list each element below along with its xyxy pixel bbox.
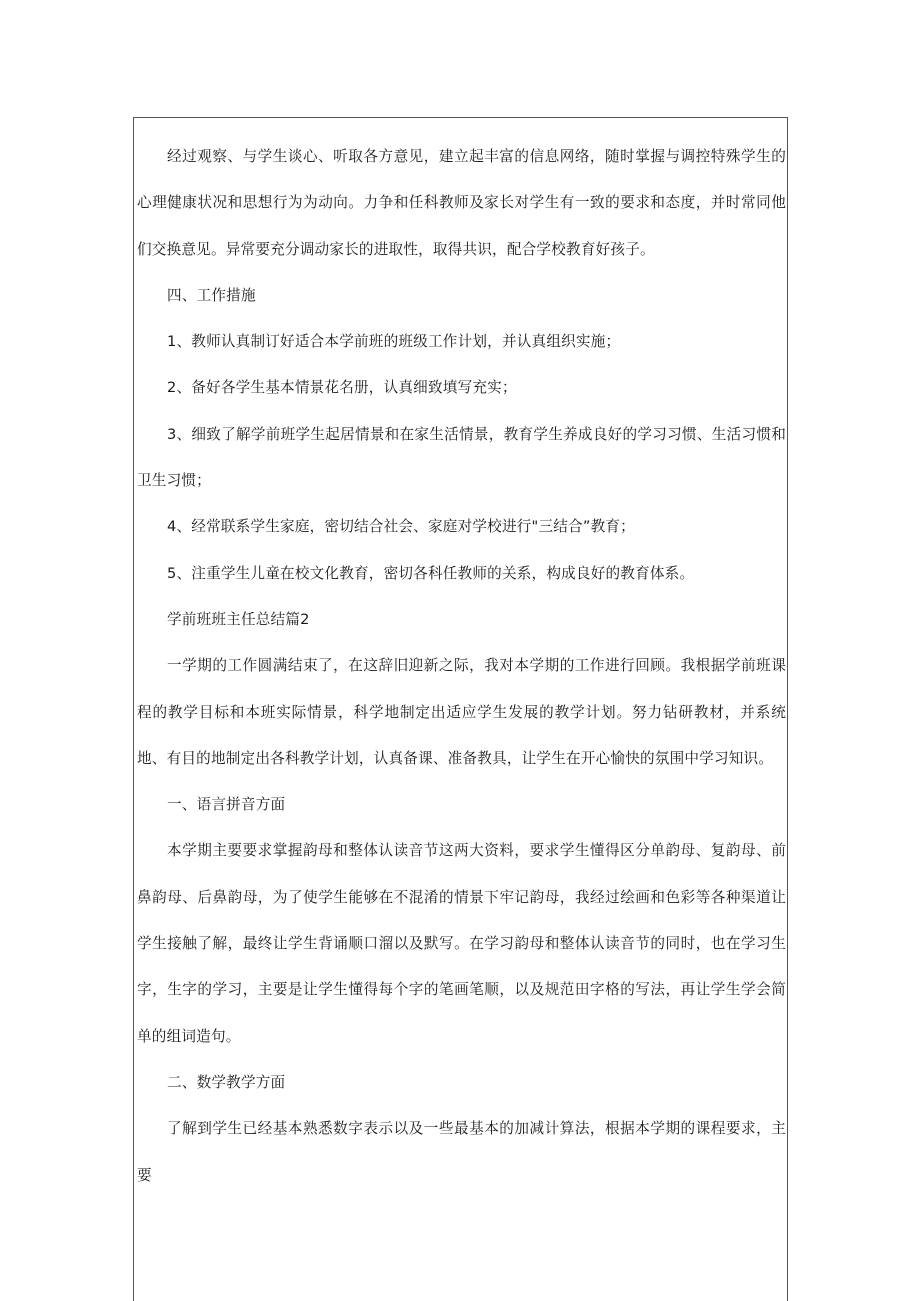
paragraph-math-teaching: 了解到学生已经基本熟悉数字表示以及一些最基本的加减计算法，根据本学期的课程要求，主要 bbox=[137, 1120, 786, 1184]
list-item-5: 5、注重学生儿童在校文化教育，密切各科任教师的关系，构成良好的教育体系。 bbox=[167, 564, 695, 582]
list-item-4: 4、经常联系学生家庭，密切结合社会、家庭对学校进行"三结合”教育； bbox=[167, 518, 635, 536]
heading-work-measures: 四、工作措施 bbox=[167, 286, 256, 304]
section-title-summary-2: 学前班班主任总结篇2 bbox=[167, 610, 310, 628]
paragraph-pinyin-teaching: 本学期主要要求掌握韵母和整体认读音节这两大资料，要求学生懂得区分单韵母、复韵母、前鼻韵母、后鼻韵母，为了使学生能够在不混淆的情景下牢记韵母，我经过绘画和色彩等各种渠道让学生接触了解，最终让学生背诵顺口溜以及默写。在学习韵母和整体认读音节的同时，也在学习生字，生字的学习，主要是让学生懂得每个字的笔画笔顺，以及规范田字格的写法，再让学生学会简单的组词造句。 bbox=[137, 842, 786, 1045]
list-item-2: 2、备好各学生基本情景花名册，认真细致填写充实； bbox=[167, 379, 517, 397]
list-item-3: 3、细致了解学前班学生起居情景和在家生活情景，教育学生养成良好的学习习惯、生活习惯和卫生习惯； bbox=[137, 425, 786, 490]
heading-math-teaching: 二、数学教学方面 bbox=[167, 1073, 286, 1091]
heading-language-pinyin: 一、语言拼音方面 bbox=[167, 796, 286, 814]
list-item-1: 1、教师认真制订好适合本学前班的班级工作计划，并认真组织实施； bbox=[167, 333, 621, 351]
paragraph-observation: 经过观察、与学生谈心、听取各方意见，建立起丰富的信息网络，随时掌握与调控特殊学生的心理健康状况和思想行为为动向。力争和任科教师及家长对学生有一致的要求和态度，并时常同他们交换意见。异常要充分调动家长的进取性，取得共识，配合学校教育好孩子。 bbox=[137, 148, 786, 258]
document-body bbox=[137, 134, 786, 1199]
paragraph-semester-review: 一学期的工作圆满结束了，在这辞旧迎新之际，我对本学期的工作进行回顾。我根据学前班课程的教学目标和本班实际情景，科学地制定出适应学生发展的教学计划。努力钻研教材，并系统地、有目的地制定出各科教学计划，认真备课、准备教具，让学生在开心愉快的氛围中学习知识。 bbox=[137, 657, 786, 767]
